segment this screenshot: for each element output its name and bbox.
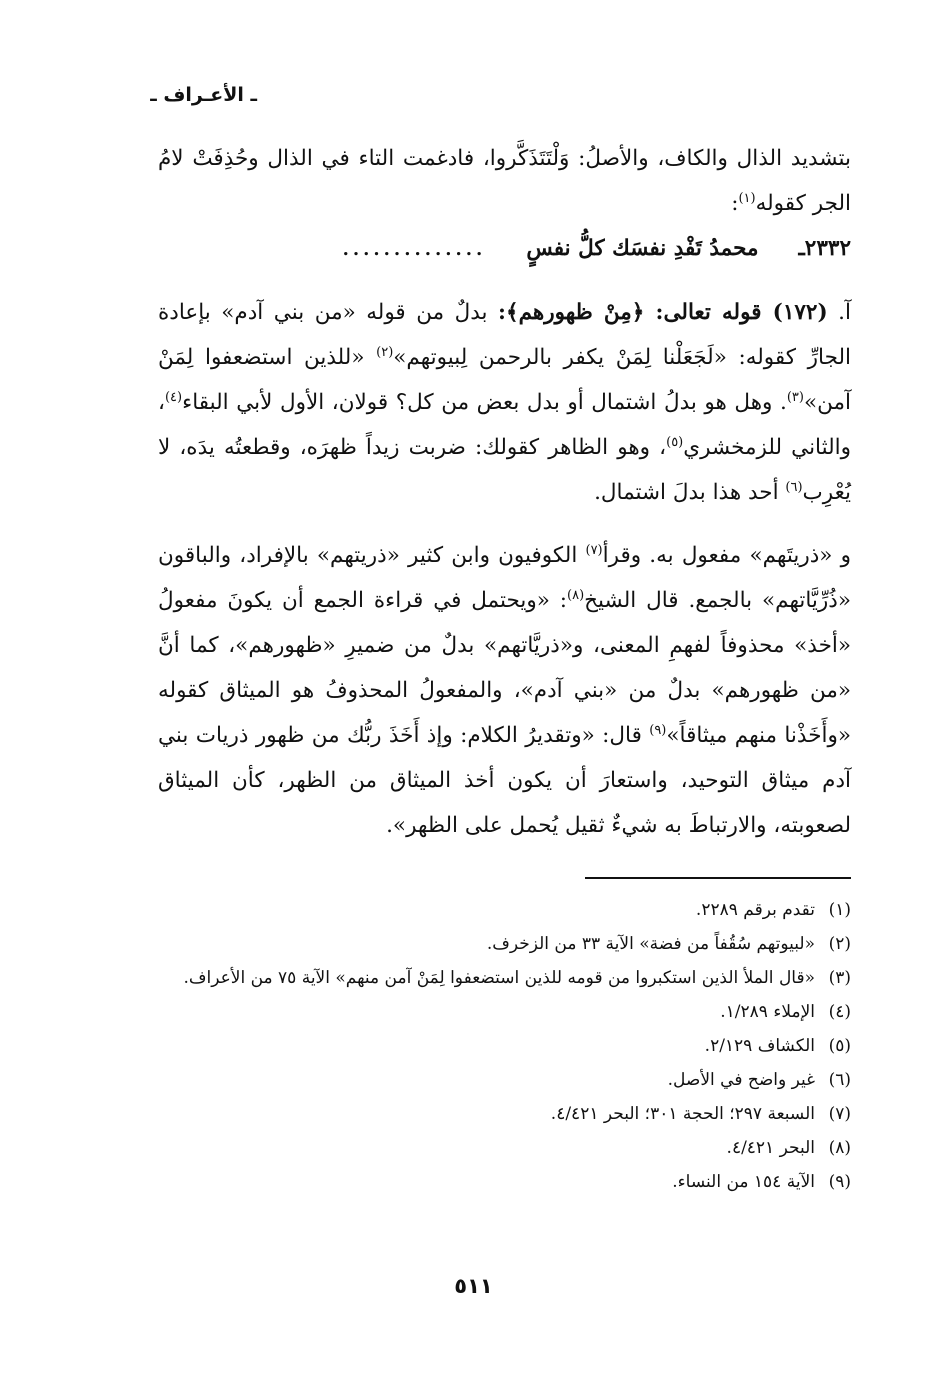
footnote-text: تقدم برقم ٢٢٨٩. bbox=[695, 900, 815, 920]
running-title: ـ الأعـراف ـ bbox=[150, 84, 257, 106]
verse-number: ٢٣٣٢ـ bbox=[798, 236, 851, 261]
footnote-item bbox=[158, 1063, 851, 1097]
page-number: ٥١١ bbox=[454, 1274, 493, 1298]
footnote-text: «لبيوتهم سُقُفاً من فضة» الآية ٣٣ من الزخرف. bbox=[486, 934, 815, 954]
paragraph-3-text-c: : «ويحتمل في قراءة الجمع أن يكونَ مفعولُ «أخذ» محذوفاً لفهمِ المعنى، و«ذريَّاتهم» بدلٌ من ضميرِ «ظهورهم»، كما أنَّ «من ظهورهم» بدلٌ من «بني آدم»، والمفعولُ المحذوفُ هو الميثاق كقوله «وأَخَذْنا منهم ميثاقاً» bbox=[158, 588, 851, 748]
footnote-ref-6[interactable]: (٦) bbox=[785, 479, 803, 495]
footnote-text: الآية ١٥٤ من النساء. bbox=[672, 1172, 815, 1192]
footnote-item bbox=[158, 1131, 851, 1165]
footnote-ref-3[interactable]: (٣) bbox=[786, 389, 804, 405]
paragraph-2-text-f: أحد هذا بدلَ اشتمال. bbox=[594, 480, 786, 505]
footnote-separator bbox=[585, 877, 851, 879]
footnote-number: (٨) bbox=[828, 1138, 851, 1158]
footnote-text: الإملاء ١/٢٨٩. bbox=[720, 1002, 815, 1022]
footnote-ref-2[interactable]: (٢) bbox=[376, 344, 394, 360]
paragraph-2-text-d: ، والثاني للزمخشري bbox=[158, 390, 852, 460]
footnote-number: (٥) bbox=[828, 1036, 851, 1056]
paragraph-2-text-b: «للذين استضعفوا لِمَنْ آمن» bbox=[158, 345, 851, 415]
footnote-text: البحر ٤/٤٢١. bbox=[726, 1138, 815, 1158]
verse-heading: (١٧٢) قوله تعالى: ﴿مِنْ ظهورهم﴾: bbox=[498, 300, 828, 325]
footnote-number: (١) bbox=[828, 900, 851, 920]
footnote-item bbox=[158, 995, 851, 1029]
footnote-text: غير واضح في الأصل. bbox=[667, 1070, 815, 1090]
poetry-verse bbox=[158, 226, 851, 272]
paragraph-3-text-d: قال: «وتقديرُ الكلام: وإذ أَخَذَ ربُّك من ظهور ذريات بني آدم ميثاق التوحيد، واستعارَ أن يكون أخذ الميثاق من الظهر، كأن الميثاق لصعوبته، والارتباطَ به شيءٌ ثقيل يُحمل على الظهر». bbox=[158, 723, 851, 838]
paragraph-2 bbox=[158, 290, 851, 515]
footnote-ref-5[interactable]: (٥) bbox=[666, 434, 684, 450]
paragraph-1-text: بتشديد الذال والكاف، والأصلُ: وَلْتَتَذَكَّروا، فادغمت التاء في الذال وحُذِفَتْ لامُ الجر كقوله bbox=[158, 146, 851, 216]
paragraph-1 bbox=[158, 136, 851, 226]
main-text bbox=[158, 136, 851, 848]
paragraph-2-text-a: بدلٌ من قوله «من بني آدم» بإعادة الجارِّ كقوله: «لَجَعَلْنا لِمَنْ يكفر بالرحمن لِبيوتهم» bbox=[158, 300, 851, 370]
paragraph-2-lead: آ. bbox=[838, 300, 851, 325]
footnote-ref-7[interactable]: (٧) bbox=[585, 542, 603, 558]
paragraph-2-text-c: . وهل هو بدلُ اشتمال أو بدل بعض من كل؟ قولان، الأول لأبي البقاء bbox=[182, 390, 787, 415]
footnote-number: (٤) bbox=[828, 1002, 851, 1022]
footnote-item bbox=[158, 1097, 851, 1131]
footnote-number: (٩) bbox=[828, 1172, 851, 1192]
footnote-item bbox=[158, 1165, 851, 1199]
paragraph-3-text-a: و «ذريتَهم» مفعول به. وقرأ bbox=[602, 543, 851, 568]
footnote-number: (٣) bbox=[828, 968, 851, 988]
footnote-number: (٢) bbox=[828, 934, 851, 954]
footnote-ref-4[interactable]: (٤) bbox=[164, 389, 183, 405]
footnote-ref-8[interactable]: (٨) bbox=[567, 587, 585, 603]
footnote-text: السبعة ٢٩٧؛ الحجة ٣٠١؛ البحر ٤/٤٢١. bbox=[550, 1104, 815, 1124]
verse-dots: .............. bbox=[342, 239, 487, 260]
paragraph-3-text-b: الكوفيون وابن كثير «ذريتهم» بالإفراد، والباقون «ذُرِّيَّاتهم» بالجمع. قال الشيخ bbox=[158, 543, 852, 613]
footnote-number: (٦) bbox=[828, 1070, 851, 1090]
footnote-ref-9[interactable]: (٩) bbox=[649, 722, 667, 738]
footnote-text: «قال الملأ الذين استكبروا من قومه للذين استضعفوا لِمَنْ آمن منهم» الآية ٧٥ من الأعراف. bbox=[183, 968, 815, 988]
verse-text: محمدُ تَفْدِ نفسَك كلُّ نفسٍ bbox=[526, 236, 759, 261]
footnote-item bbox=[158, 893, 851, 927]
footnote-item bbox=[158, 1029, 851, 1063]
footnote-ref-1[interactable]: (١) bbox=[738, 190, 756, 206]
paragraph-3 bbox=[158, 533, 851, 848]
footnote-item bbox=[158, 927, 851, 961]
footnote-text: الكشاف ٢/١٢٩. bbox=[704, 1036, 815, 1056]
paragraph-1-end: : bbox=[731, 191, 739, 216]
footnote-item bbox=[158, 961, 851, 995]
footnotes bbox=[158, 893, 851, 1199]
paragraph-2-text-e: ، وهو الظاهر كقولك: ضربت زيداً ظهرَه، وقطعتُه يدَه، لا يُعْرِب bbox=[158, 435, 851, 505]
footnote-number: (٧) bbox=[828, 1104, 851, 1124]
